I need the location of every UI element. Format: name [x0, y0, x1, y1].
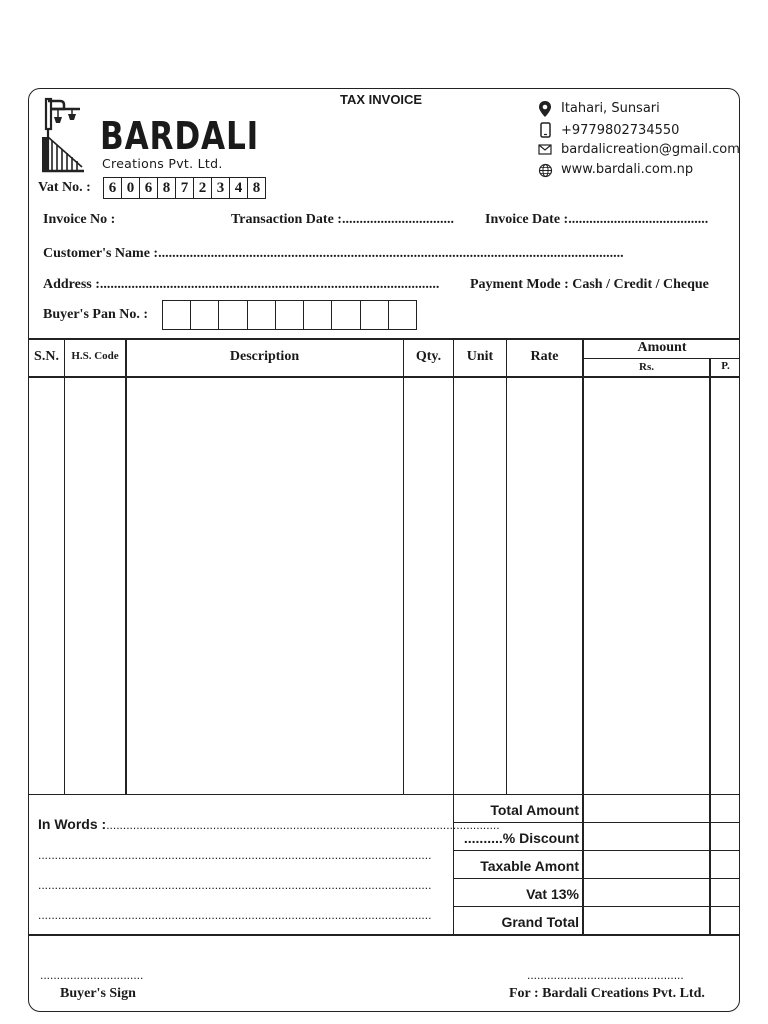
vat-digit: 6: [104, 178, 122, 198]
vat-digit: 8: [252, 180, 261, 196]
grand-total-label: Grand Total: [501, 914, 579, 930]
summary-row-line: [453, 906, 740, 907]
in-words-dots: ......................................................................................................................: [106, 818, 500, 832]
vat-digit: 6: [140, 178, 158, 198]
vat-digit: 0: [122, 178, 140, 198]
col-header-rs: Rs.: [639, 361, 654, 373]
table-body-bottom: [28, 794, 740, 795]
transaction-date-field[interactable]: Transaction Date :................................: [231, 212, 454, 227]
address-field[interactable]: Address :.................................................................................................: [43, 277, 440, 292]
amount-subheader-line: [583, 358, 740, 359]
vat-number-boxes: [103, 177, 266, 199]
col-divider: [453, 338, 454, 934]
lamp-logo-icon: [38, 97, 88, 175]
col-divider: [582, 338, 584, 934]
contact-email: bardalicreation@gmail.com: [561, 142, 740, 157]
invoice-no-field[interactable]: Invoice No :: [43, 212, 116, 227]
email-envelope-icon: [538, 144, 552, 155]
location-pin-icon: [538, 100, 552, 118]
contact-website: www.bardali.com.np: [561, 162, 694, 177]
in-words-line[interactable]: ......................................................................................................................: [38, 908, 432, 922]
discount-label: ..........% Discount: [463, 830, 579, 846]
buyer-sign-line[interactable]: ...............................: [40, 968, 144, 982]
customer-name-field[interactable]: Customer's Name :.....................................................................................................................................: [43, 246, 624, 261]
payment-mode-field[interactable]: Payment Mode : Cash / Credit / Cheque: [470, 277, 709, 292]
invoice-date-field[interactable]: Invoice Date :........................................: [485, 212, 709, 227]
vat-digit: 2: [194, 178, 212, 198]
summary-row-line: [453, 878, 740, 879]
summary-bottom-border: [28, 934, 740, 936]
col-divider: [709, 358, 711, 934]
in-words-line[interactable]: ......................................................................................................................: [38, 848, 432, 862]
col-divider: [403, 338, 404, 794]
buyer-pan-boxes[interactable]: [162, 300, 417, 330]
in-words-field[interactable]: [38, 816, 500, 834]
col-header-paisa: P.: [721, 360, 730, 372]
contact-phone: +9779802734550: [561, 123, 680, 138]
company-subtitle: Creations Pvt. Ltd.: [102, 156, 223, 171]
buyer-pan-label: Buyer's Pan No. :: [43, 307, 148, 322]
col-header-description: Description: [229, 349, 300, 364]
vat-13-label: Vat 13%: [526, 886, 579, 902]
col-header-rate: Rate: [530, 349, 559, 364]
taxable-amount-label: Taxable Amont: [480, 858, 579, 874]
company-logo-text: BARDALI: [100, 114, 260, 158]
col-header-unit: Unit: [466, 349, 494, 364]
col-header-hs-code: H.S. Code: [71, 350, 119, 362]
buyer-sign-label: Buyer's Sign: [60, 986, 136, 1001]
col-header-qty: Qty.: [415, 349, 442, 364]
col-divider: [506, 338, 507, 794]
in-words-label: In Words :: [38, 816, 107, 832]
mobile-phone-icon: [540, 122, 551, 138]
vat-label: Vat No. :: [38, 180, 91, 195]
col-divider: [125, 338, 127, 794]
col-header-amount: Amount: [637, 340, 687, 355]
seller-sign-label: For : Bardali Creations Pvt. Ltd.: [509, 986, 705, 1001]
summary-row-line: [453, 850, 740, 851]
col-divider: [64, 338, 65, 794]
vat-digit: 4: [230, 178, 248, 198]
total-amount-label: Total Amount: [490, 802, 579, 818]
table-header-bottom: [28, 376, 740, 378]
globe-website-icon: [538, 163, 553, 178]
invoice-title: TAX INVOICE: [340, 92, 423, 107]
contact-location: Itahari, Sunsari: [561, 101, 660, 116]
vat-digit: 7: [176, 178, 194, 198]
vat-digit: 8: [158, 178, 176, 198]
col-header-sn: S.N.: [34, 349, 59, 364]
vat-digit: 3: [212, 178, 230, 198]
in-words-line[interactable]: ......................................................................................................................: [38, 878, 432, 892]
seller-sign-line[interactable]: ...............................................: [527, 968, 684, 982]
